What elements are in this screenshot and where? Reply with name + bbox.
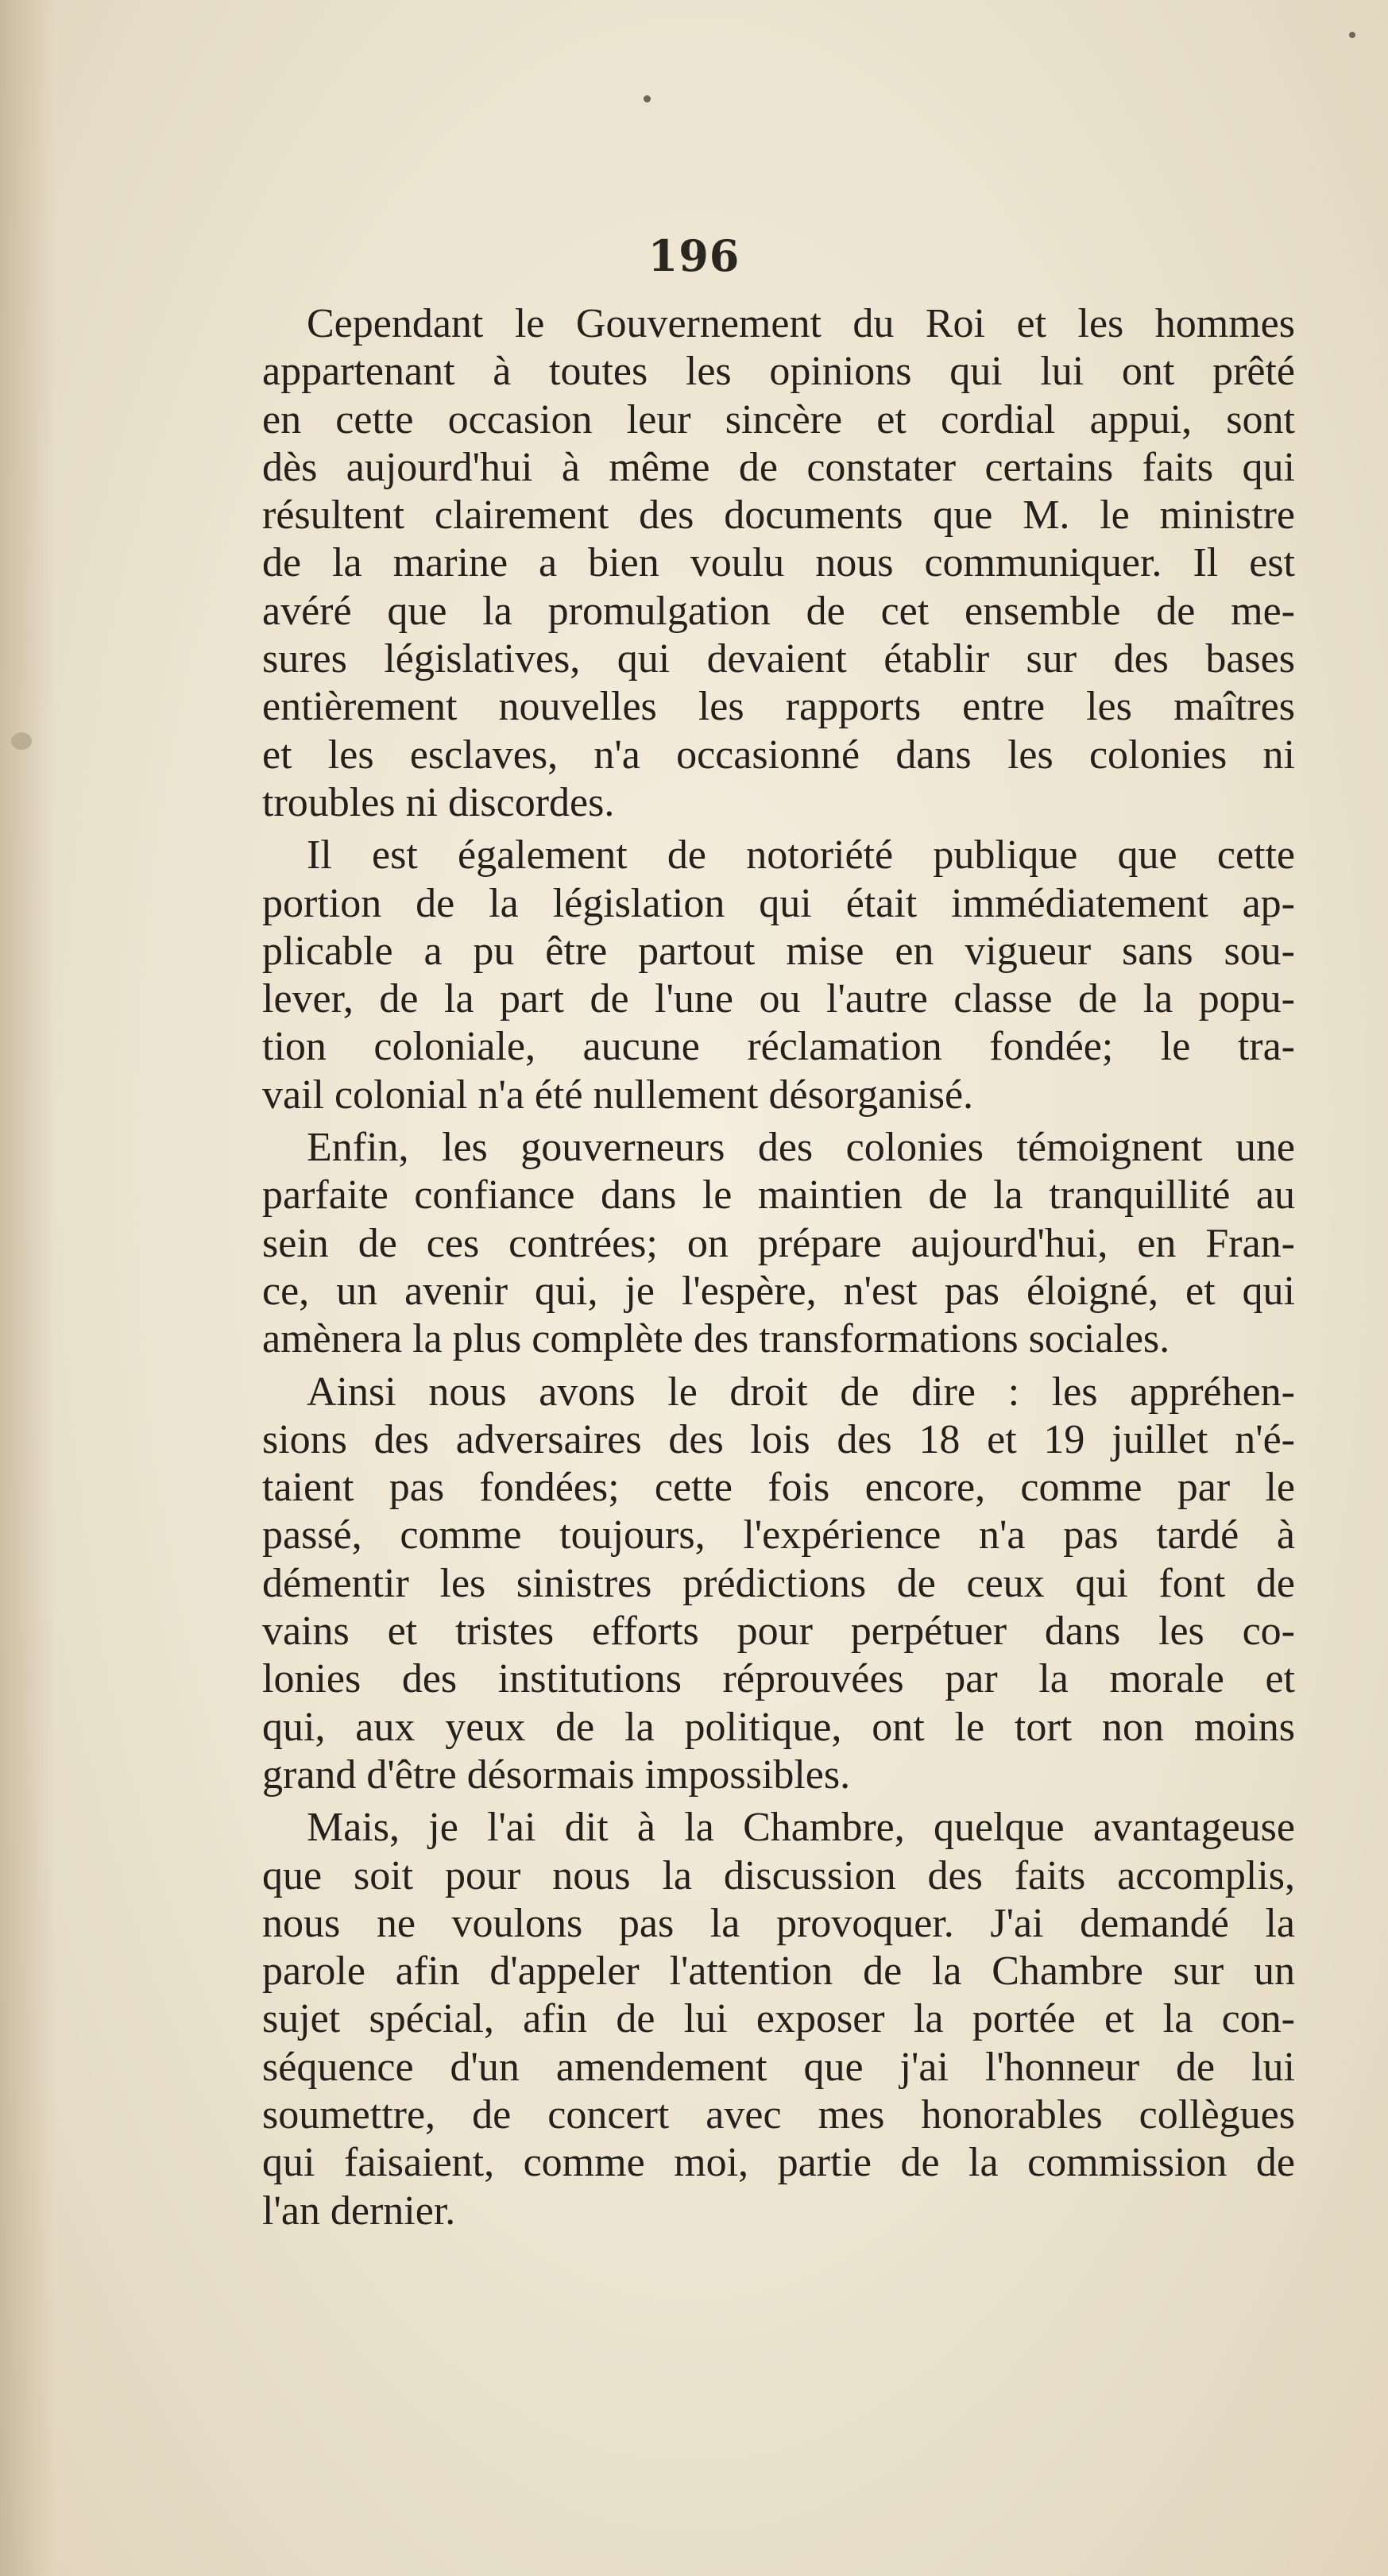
text-line: sein de ces contrées; on prépare aujourd'hui, en Fran- <box>262 1220 1295 1266</box>
ink-speck <box>11 732 32 750</box>
text-line: sures législatives, qui devaient établir sur des bases <box>262 636 1295 682</box>
text-line: de la marine a bien voulu nous communiquer. Il est <box>262 540 1295 586</box>
text-line: en cette occasion leur sincère et cordial appui, sont <box>262 396 1295 442</box>
text-line: Mais, je l'ai dit à la Chambre, quelque avantageuse <box>307 1805 1295 1851</box>
gutter-shadow <box>0 0 56 2576</box>
ink-speck <box>644 95 651 102</box>
text-line: séquence d'un amendement que j'ai l'honneur de lui <box>262 2044 1295 2090</box>
paragraph <box>262 832 1295 1119</box>
text-line: qui faisaient, comme moi, partie de la commission de <box>262 2140 1295 2186</box>
text-line: appartenant à toutes les opinions qui lui ont prêté <box>262 349 1295 395</box>
text-line: l'an dernier. <box>262 2188 456 2234</box>
text-line: amènera la plus complète des transformations sociales. <box>262 1316 1170 1362</box>
text-line: lever, de la part de l'une ou l'autre classe de la popu- <box>262 976 1295 1022</box>
text-line: vail colonial n'a été nullement désorganisé. <box>262 1072 974 1118</box>
text-line: entièrement nouvelles les rapports entre les maîtres <box>262 684 1295 730</box>
text-line: vains et tristes efforts pour perpétuer dans les co- <box>262 1609 1295 1655</box>
text-line: parfaite confiance dans le maintien de la tranquillité au <box>262 1172 1295 1218</box>
text-line: que soit pour nous la discussion des faits accomplis, <box>262 1852 1295 1898</box>
text-line: sions des adversaires des lois des 18 et 19 juillet n'é- <box>262 1416 1295 1462</box>
text-line: Il est également de notoriété publique que cette <box>307 832 1295 879</box>
text-line: tion coloniale, aucune réclamation fondée; le tra- <box>262 1024 1295 1070</box>
text-line: troubles ni discordes. <box>262 779 615 825</box>
text-line: ce, un avenir qui, je l'espère, n'est pas éloigné, et qui <box>262 1268 1295 1314</box>
paragraph <box>262 1804 1295 2235</box>
text-line: Cependant le Gouvernement du Roi et les hommes <box>307 301 1295 346</box>
text-line: qui, aux yeux de la politique, ont le tort non moins <box>262 1704 1295 1750</box>
text-line: dès aujourd'hui à même de constater certains faits qui <box>262 444 1295 490</box>
text-line: taient pas fondées; cette fois encore, comme par le <box>262 1465 1295 1511</box>
text-line: avéré que la promulgation de cet ensemble de me- <box>262 588 1295 634</box>
paragraph <box>262 1124 1295 1363</box>
text-line: soumettre, de concert avec mes honorables collègues <box>262 2091 1295 2138</box>
text-line: résultent clairement des documents que M. le ministre <box>262 492 1295 539</box>
text-line: Ainsi nous avons le droit de dire : les appréhen- <box>307 1369 1295 1415</box>
text-line: grand d'être désormais impossibles. <box>262 1751 851 1798</box>
text-line: et les esclaves, n'a occasionné dans les colonies ni <box>262 732 1295 778</box>
paragraph <box>262 1369 1295 1800</box>
text-line: lonies des institutions réprouvées par la morale et <box>262 1656 1295 1702</box>
page-number: 196 <box>648 230 740 281</box>
text-line: portion de la législation qui était immédiatement ap- <box>262 880 1295 926</box>
text-line: démentir les sinistres prédictions de ceux qui font de <box>262 1560 1295 1606</box>
text-line: sujet spécial, afin de lui exposer la portée et la con- <box>262 1996 1295 2042</box>
text-line: Enfin, les gouverneurs des colonies témoignent une <box>307 1125 1295 1171</box>
paragraph <box>262 300 1295 827</box>
text-line: passé, comme toujours, l'expérience n'a pas tardé à <box>262 1512 1295 1558</box>
ink-speck <box>1349 32 1355 38</box>
body-text <box>262 300 1295 2235</box>
text-line: parole afin d'appeler l'attention de la Chambre sur un <box>262 1948 1295 1995</box>
text-line: plicable a pu être partout mise en vigueur sans sou- <box>262 928 1295 974</box>
text-line: nous ne voulons pas la provoquer. J'ai demandé la <box>262 1900 1295 1946</box>
